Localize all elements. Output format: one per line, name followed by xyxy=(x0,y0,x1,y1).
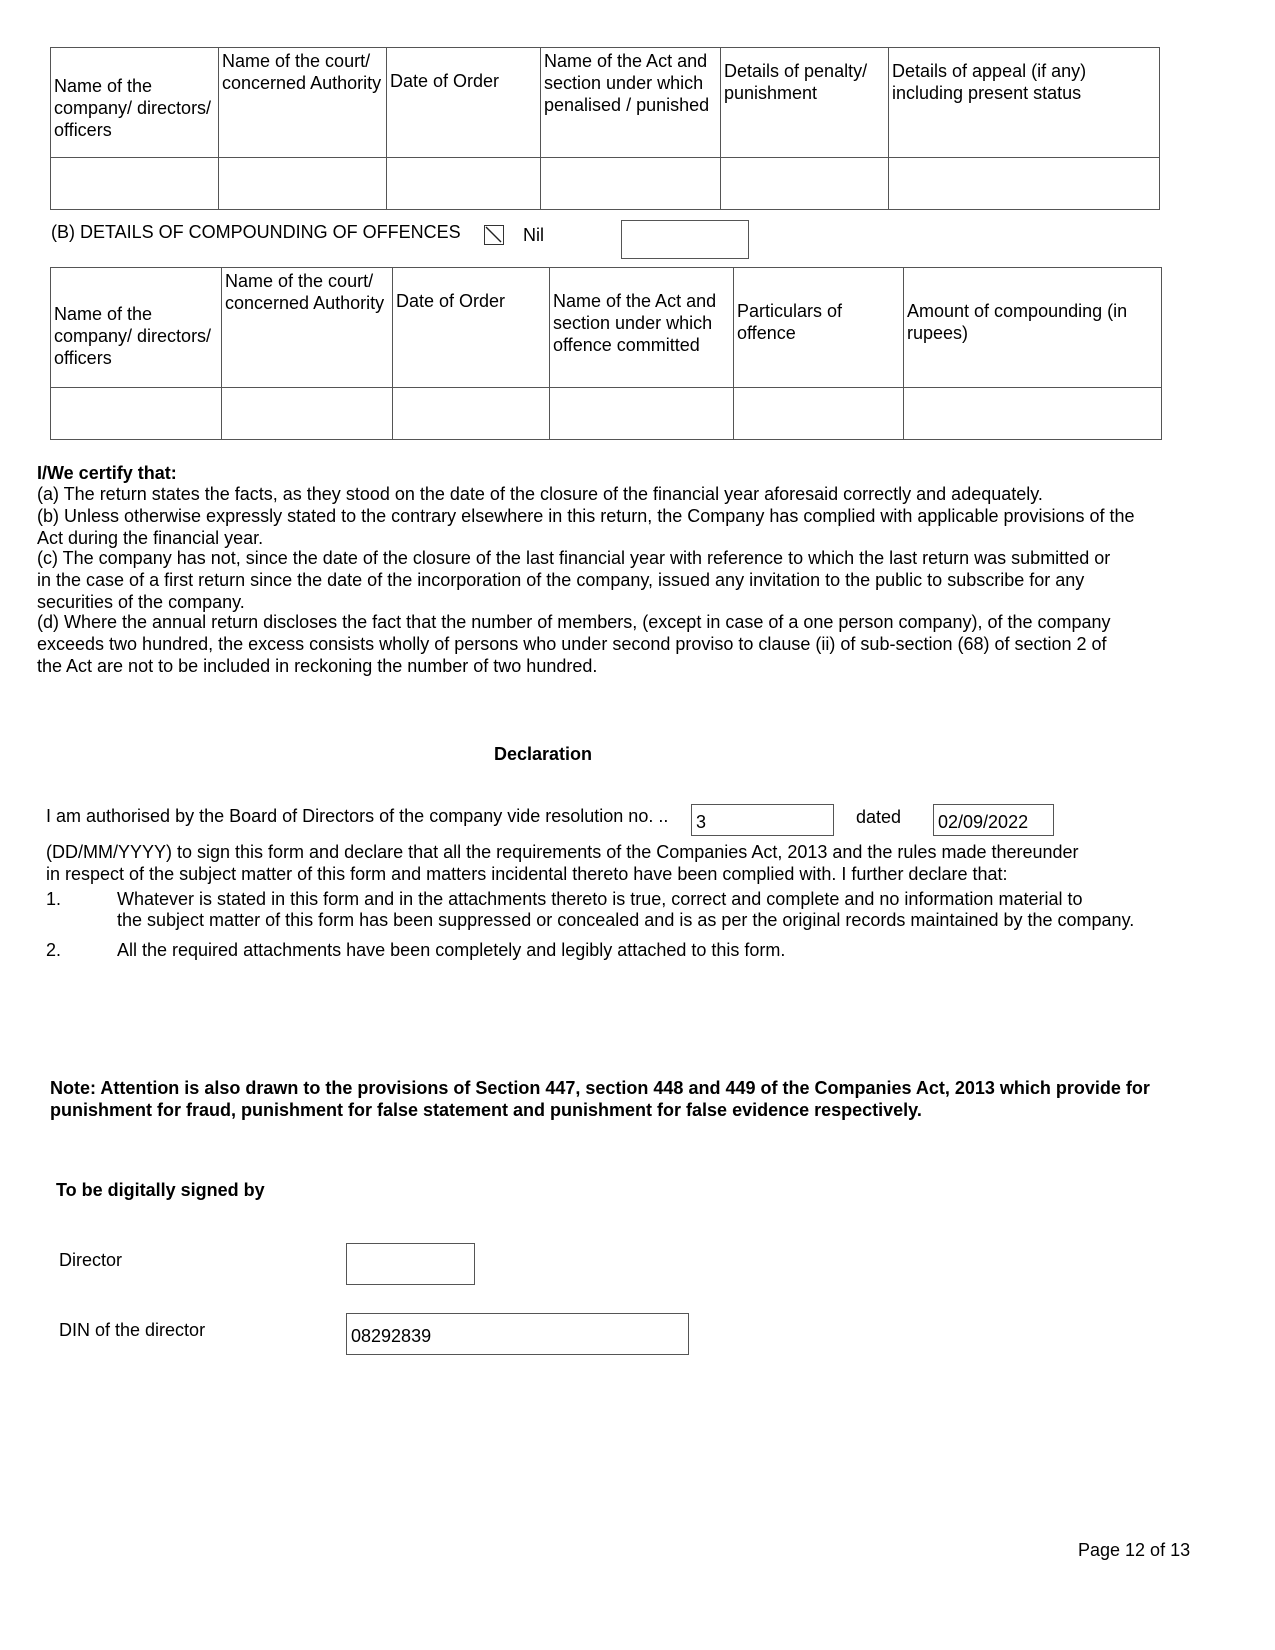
signing-heading: To be digitally signed by xyxy=(56,1180,265,1200)
declaration-title: Declaration xyxy=(494,744,593,764)
table-cell[interactable] xyxy=(541,158,721,210)
compounding-section-title: (B) DETAILS OF COMPOUNDING OF OFFENCES xyxy=(51,222,461,242)
penalty-col-company: Name of the company/ directors/ officers xyxy=(51,48,219,158)
nil-value-field[interactable] xyxy=(621,220,749,259)
resolution-date-field[interactable] xyxy=(933,804,1054,836)
certify-item-a: (a) The return states the facts, as they stood on the date of the closure of the financial year aforesaid correctly and adequately. xyxy=(37,484,1043,504)
certify-item-b: (b) Unless otherwise expressly stated to the contrary elsewhere in this return, the Company has complied with applicable provisions of the Act during the financial year. xyxy=(37,506,1135,548)
compounding-col-act: Name of the Act and section under which offence committed xyxy=(550,268,734,388)
legal-note: Note: Attention is also drawn to the provisions of Section 447, section 448 and 449 of the Companies Act, 2013 which provide for punishment for fraud, punishment for false statement and punishment for false evidence respectively. xyxy=(50,1078,1150,1120)
table-cell[interactable] xyxy=(550,388,734,440)
table-row xyxy=(51,158,1160,210)
declaration-item-1-line2: the subject matter of this form has been suppressed or concealed and is as per the original records maintained by the company. xyxy=(117,910,1135,930)
table-cell[interactable] xyxy=(889,158,1160,210)
director-label: Director xyxy=(59,1250,123,1270)
compounding-col-company: Name of the company/ directors/ officers xyxy=(51,268,222,388)
resolution-number-value: 3 xyxy=(696,812,707,832)
resolution-number-field[interactable] xyxy=(691,804,834,836)
page-number: Page 12 of 13 xyxy=(1078,1540,1191,1560)
declaration-continuation: (DD/MM/YYYY) to sign this form and declare that all the requirements of the Companies Act, 2013 and the rules made thereunder in respect of the subject matter of this form and matters incidental thereto have been complied with. I further declare that: xyxy=(46,842,1079,884)
declaration-item-2-line1: All the required attachments have been completely and legibly attached to this form. xyxy=(117,940,786,960)
din-value: 08292839 xyxy=(351,1326,432,1346)
penalty-table xyxy=(50,47,1160,210)
checkbox-check-icon xyxy=(485,226,502,243)
din-label: DIN of the director xyxy=(59,1320,206,1340)
director-signature-field[interactable] xyxy=(346,1243,475,1285)
penalty-col-court: Name of the court/ concerned Authority xyxy=(219,48,387,158)
table-cell[interactable] xyxy=(219,158,387,210)
table-cell[interactable] xyxy=(222,388,393,440)
table-cell[interactable] xyxy=(51,388,222,440)
compounding-col-date: Date of Order xyxy=(393,268,550,388)
resolution-date-value: 02/09/2022 xyxy=(938,812,1029,832)
certify-item-d: (d) Where the annual return discloses the fact that the number of members, (except in case of a one person company), of the company exceeds two hundred, the excess consists wholly of persons who under second proviso to clause (ii) of sub-section (68) of section 2 of the Act are not to be included in reckoning the number of two hundred. xyxy=(37,612,1111,676)
table-cell[interactable] xyxy=(904,388,1162,440)
compounding-col-court: Name of the court/ concerned Authority xyxy=(222,268,393,388)
certify-item-c: (c) The company has not, since the date of the closure of the last financial year with reference to which the last return was submitted or in the case of a first return since the date of the incorporation of the company, issued any invitation to the public to subscribe for any securities of the company. xyxy=(37,548,1111,612)
penalty-col-act: Name of the Act and section under which penalised / punished xyxy=(541,48,721,158)
table-cell[interactable] xyxy=(51,158,219,210)
declaration-item-number: 1. xyxy=(46,889,62,909)
compounding-col-particulars: Particulars of offence xyxy=(734,268,904,388)
dated-label: dated xyxy=(856,807,902,827)
declaration-item-1-line1: Whatever is stated in this form and in the attachments thereto is true, correct and complete and no information material to xyxy=(117,889,1083,909)
nil-label: Nil xyxy=(523,225,544,245)
compounding-table xyxy=(50,267,1162,440)
table-cell[interactable] xyxy=(721,158,889,210)
nil-checkbox[interactable] xyxy=(484,225,504,245)
compounding-col-amount: Amount of compounding (in rupees) xyxy=(904,268,1162,388)
penalty-col-date: Date of Order xyxy=(387,48,541,158)
table-cell[interactable] xyxy=(734,388,904,440)
din-field[interactable] xyxy=(346,1313,689,1355)
penalty-col-appeal: Details of appeal (if any) including present status xyxy=(889,48,1160,158)
certify-heading: I/We certify that: xyxy=(37,463,177,483)
table-cell[interactable] xyxy=(387,158,541,210)
resolution-text: I am authorised by the Board of Directors of the company vide resolution no. .. xyxy=(46,806,669,826)
table-cell[interactable] xyxy=(393,388,550,440)
table-row xyxy=(51,388,1162,440)
declaration-item-number: 2. xyxy=(46,940,62,960)
penalty-col-details: Details of penalty/ punishment xyxy=(721,48,889,158)
